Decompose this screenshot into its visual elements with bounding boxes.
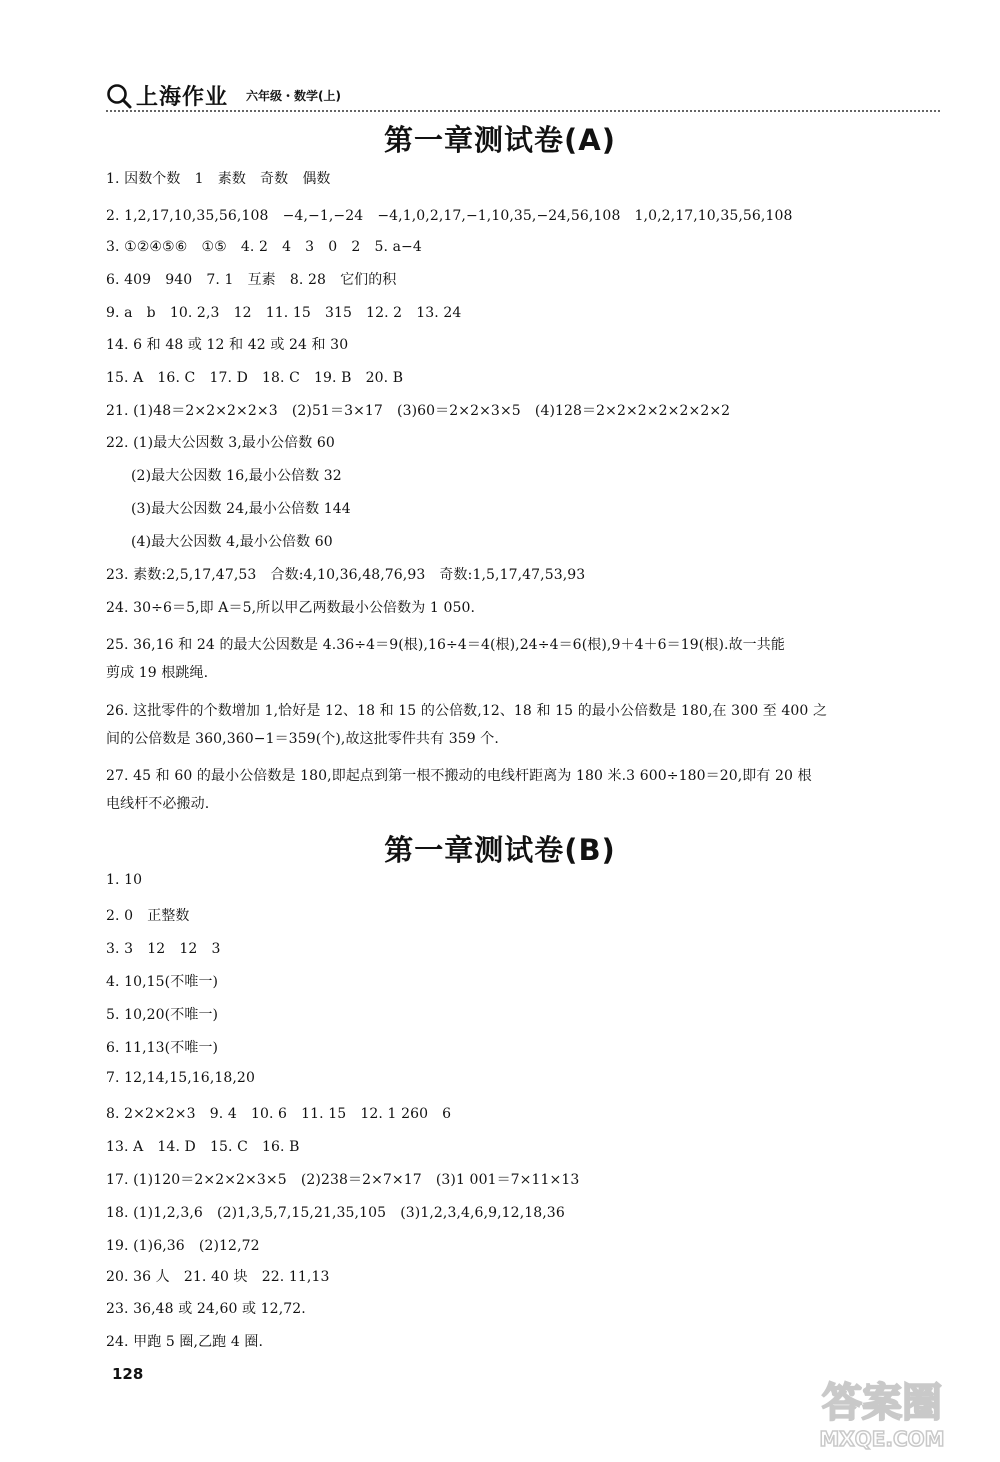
answer-line: 间的公倍数是 360,360−1＝359(个),故这批零件共有 359 个.	[106, 731, 499, 747]
answer-line: 4. 10,15(不唯一)	[106, 974, 219, 990]
answer-line: 17. (1)120＝2×2×2×3×5 (2)238＝2×7×17 (3)1 001＝7×11×13	[106, 1172, 580, 1188]
answer-line: 23. 素数:2,5,17,47,53 合数:4,10,36,48,76,93 奇数:1,5,17,47,53,93	[106, 567, 586, 583]
answer-line: 23. 36,48 或 24,60 或 12,72.	[106, 1301, 306, 1317]
answer-line: 电线杆不必搬动.	[106, 796, 210, 812]
answer-line: 22. (1)最大公因数 3,最小公倍数 60	[106, 435, 335, 451]
svg-text:MXQE.COM: MXQE.COM	[819, 1427, 945, 1451]
answer-line: 24. 30÷6＝5,即 A＝5,所以甲乙两数最小公倍数为 1 050.	[106, 600, 476, 616]
answer-line: 6. 409 940 7. 1 互素 8. 28 它们的积	[106, 272, 397, 288]
answer-line: 7. 12,14,15,16,18,20	[106, 1070, 255, 1086]
answer-line: 15. A 16. C 17. D 18. C 19. B 20. B	[106, 370, 404, 386]
answer-line: 14. 6 和 48 或 12 和 42 或 24 和 30	[106, 337, 349, 353]
answer-line: 2. 0 正整数	[106, 908, 190, 924]
answer-line: 3. 3 12 12 3	[106, 941, 221, 957]
answer-line: 6. 11,13(不唯一)	[106, 1040, 219, 1056]
answer-line: 18. (1)1,2,3,6 (2)1,3,5,7,15,21,35,105 (3)1,2,3,4,6,9,12,18,36	[106, 1205, 565, 1221]
answer-line: 24. 甲跑 5 圈,乙跑 4 圈.	[106, 1334, 264, 1350]
answer-line: 21. (1)48＝2×2×2×2×3 (2)51＝3×17 (3)60＝2×2×3×5 (4)128＝2×2×2×2×2×2×2	[106, 403, 731, 419]
answer-line: 剪成 19 根跳绳.	[106, 665, 209, 681]
answer-line: (4)最大公因数 4,最小公倍数 60	[131, 534, 333, 550]
answer-line: 1. 10	[106, 872, 143, 888]
answer-line: 1. 因数个数 1 素数 奇数 偶数	[106, 171, 331, 187]
page-header	[106, 78, 940, 114]
answer-line: 25. 36,16 和 24 的最大公因数是 4.36÷4＝9(根),16÷4＝4(根),24÷4＝6(根),9＋4＋6＝19(根).故一共能	[106, 637, 785, 653]
answer-line: (2)最大公因数 16,最小公倍数 32	[131, 468, 342, 484]
answer-line: 2. 1,2,17,10,35,56,108 −4,−1,−24 −4,1,0,2,17,−1,10,35,−24,56,108 1,0,2,17,10,35,56,108	[106, 208, 793, 224]
watermark-logo	[782, 1372, 982, 1452]
page-number: 128	[112, 1365, 144, 1383]
header-divider	[106, 110, 940, 112]
answer-line: 27. 45 和 60 的最小公倍数是 180,即起点到第一根不搬动的电线杆距离为 180 米.3 600÷180＝20,即有 20 根	[106, 768, 812, 784]
answer-line: (3)最大公因数 24,最小公倍数 144	[131, 501, 351, 517]
brand-name: 上海作业	[136, 85, 229, 110]
answer-line: 9. a b 10. 2,3 12 11. 15 315 12. 2 13. 24	[106, 305, 462, 321]
answer-line: 3. ①②④⑤⑥ ①⑤ 4. 2 4 3 0 2 5. a−4	[106, 239, 422, 255]
answer-line: 20. 36 人 21. 40 块 22. 11,13	[106, 1269, 330, 1285]
magnifier-logo-icon	[106, 83, 132, 109]
section-b-title: 第一章测试卷(B)	[384, 833, 616, 867]
answer-line: 26. 这批零件的个数增加 1,恰好是 12、18 和 15 的公倍数,12、18 和 15 的最小公倍数是 180,在 300 至 400 之	[106, 703, 828, 719]
answer-line: 19. (1)6,36 (2)12,72	[106, 1238, 260, 1254]
book-subtitle: 六年级・数学(上)	[246, 89, 341, 103]
brand	[106, 80, 228, 111]
answer-line: 5. 10,20(不唯一)	[106, 1007, 219, 1023]
answer-line: 13. A 14. D 15. C 16. B	[106, 1139, 300, 1155]
svg-text:答案圈: 答案圈	[822, 1380, 942, 1426]
answer-line: 8. 2×2×2×3 9. 4 10. 6 11. 15 12. 1 260 6	[106, 1106, 452, 1122]
section-a-title: 第一章测试卷(A)	[384, 123, 616, 157]
